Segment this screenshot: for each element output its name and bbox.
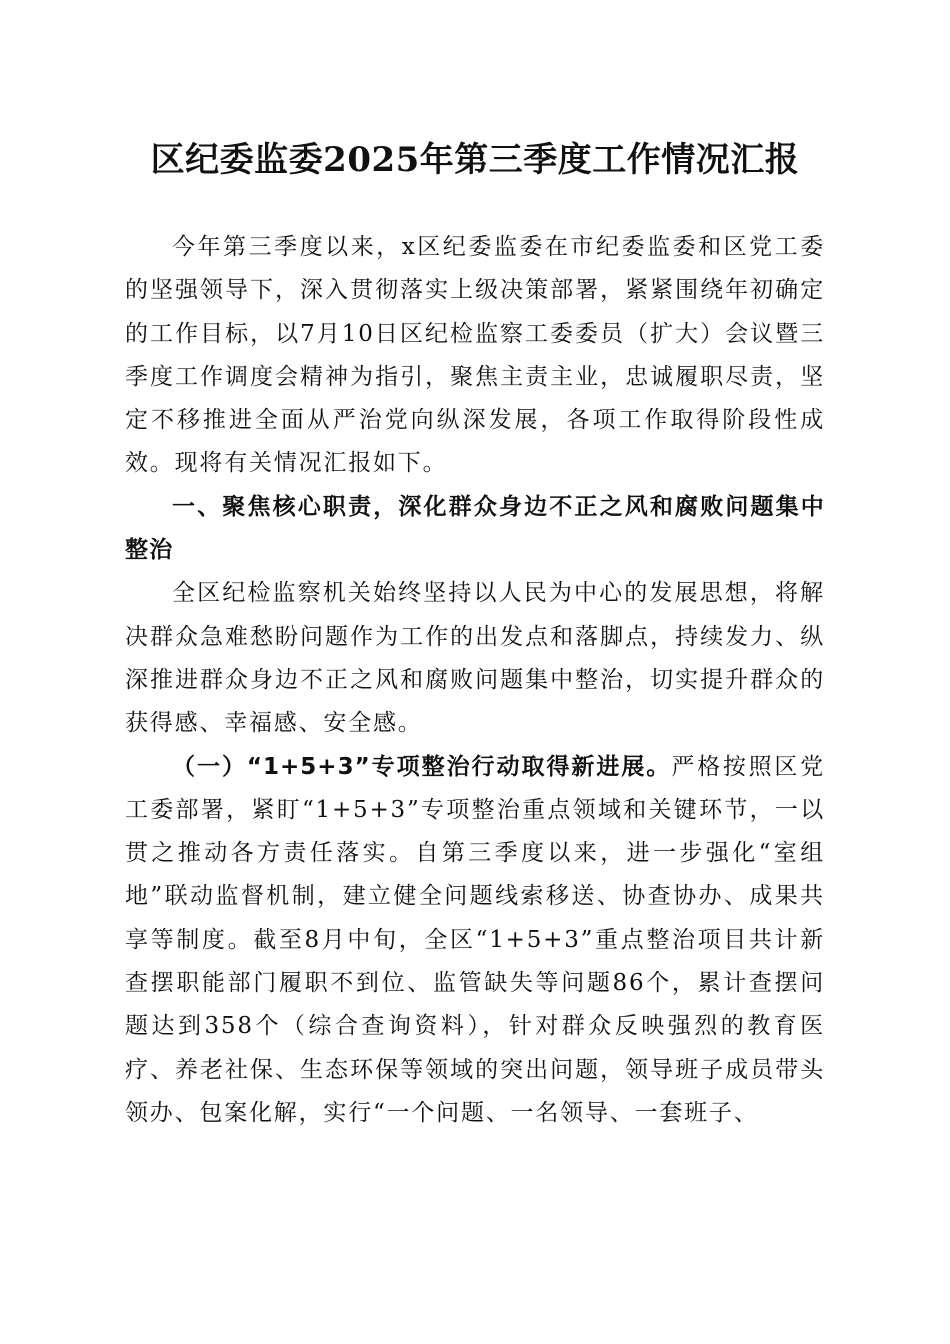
item-paragraph (125, 746, 825, 1136)
section-heading: 一、聚焦核心职责，深化群众身边不正之风和腐败问题集中整治 (125, 493, 825, 564)
document-body (125, 226, 825, 1135)
item-text: 严格按照区党工委部署，紧盯“1+5+3”专项整治重点领域和关键环节，一以贯之推动各方责任落实。自第三季度以来，进一步强化“室组地”联动监督机制，建立健全问题线索移送、协查协办、成果共享等制度。截至8月中旬，全区“1+5+3”重点整治项目共计新查摆职能部门履职不到位、监管缺失等问题86个，累计查摆问题达到358个（综合查询资料），针对群众反映强烈的教育医疗、养老社保、生态环保等领域的突出问题，领导班子成员带头领办、包案化解，实行“一个问题、一名领导、一套班子、 (125, 753, 825, 1126)
document-title: 区纪委监委2025年第三季度工作情况汇报 (150, 140, 800, 180)
section-paragraph: 全区纪检监察机关始终坚持以人民为中心的发展思想，将解决群众急难愁盼问题作为工作的出发点和落脚点，持续发力、纵深推进群众身边不正之风和腐败问题集中整治，切实提升群众的获得感、幸福感、安全感。 (125, 580, 825, 737)
item-heading: （一）“1+5+3”专项整治行动取得新进展。 (172, 753, 672, 780)
intro-paragraph: 今年第三季度以来，x区纪委监委在市纪委监委和区党工委的坚强领导下，深入贯彻落实上级决策部署，紧紧围绕年初确定的工作目标，以7月10日区纪检监察工委委员（扩大）会议暨三季度工作调度会精神为指引，聚焦主责主业，忠诚履职尽责，坚定不移推进全面从严治党向纵深发展，各项工作取得阶段性成效。现将有关情况汇报如下。 (125, 234, 825, 477)
